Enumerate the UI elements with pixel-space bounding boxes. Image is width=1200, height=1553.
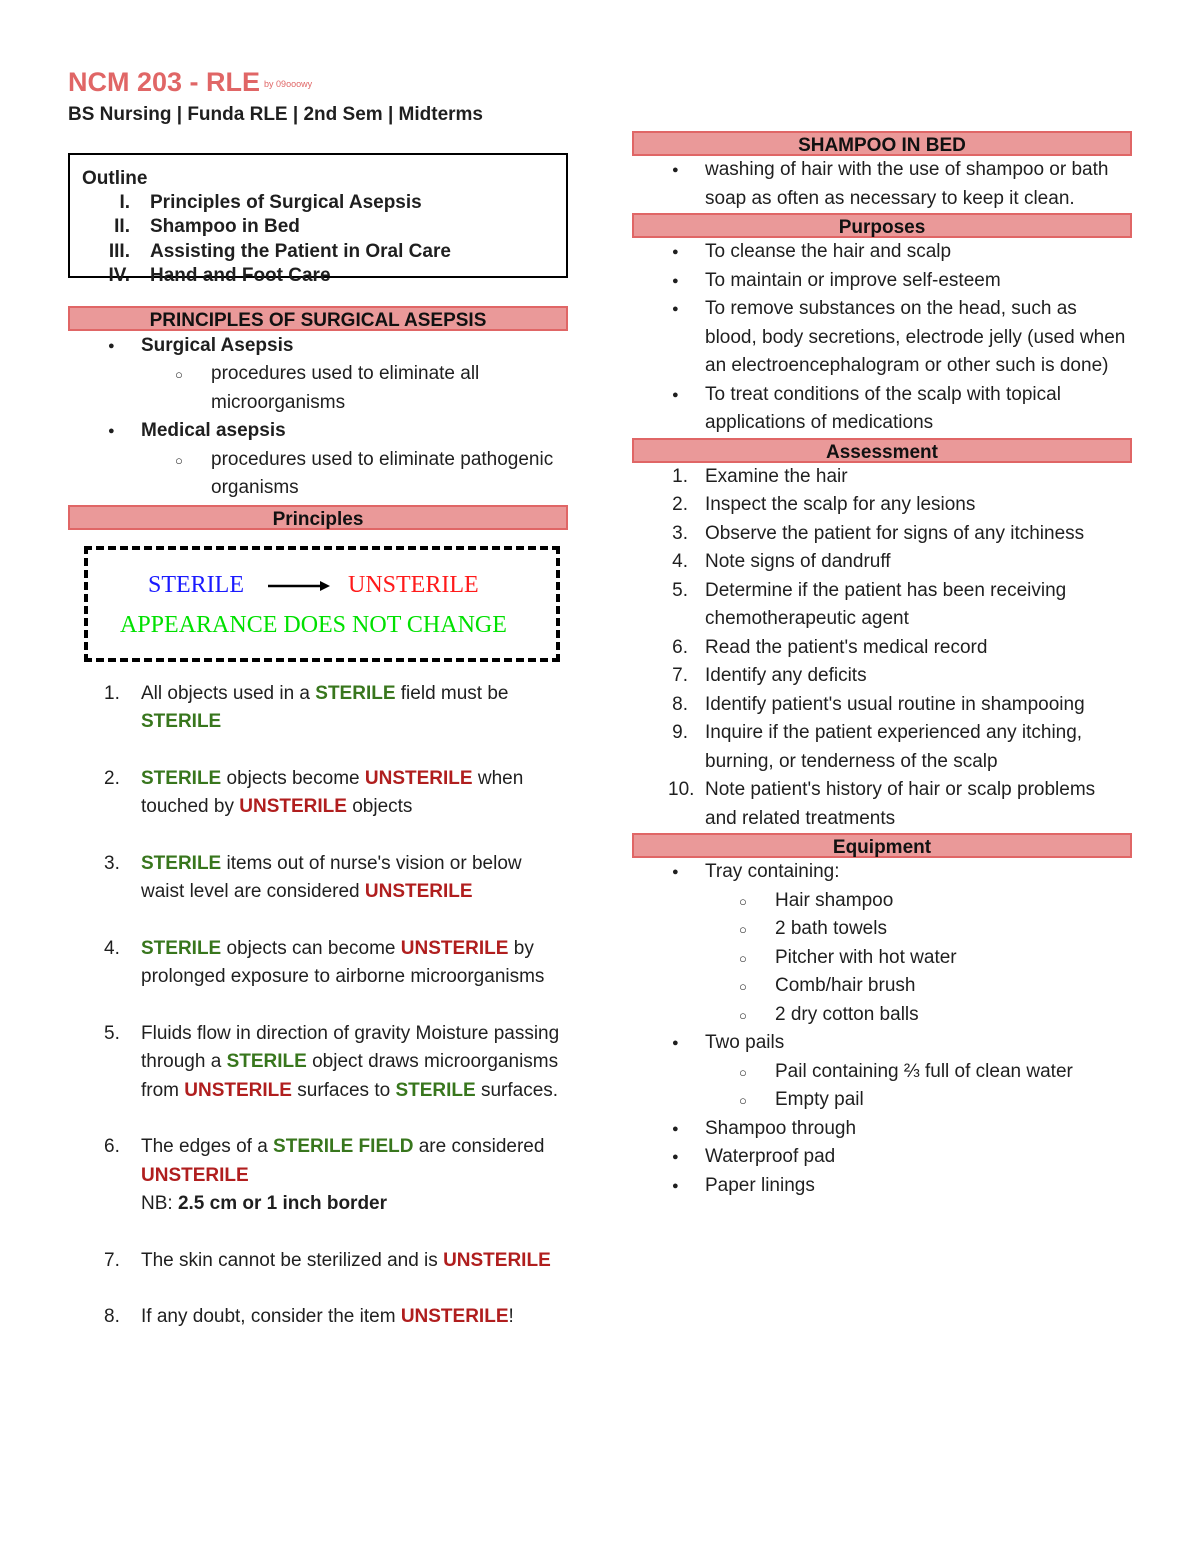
sterile-label: STERILE [148, 571, 244, 598]
list-item: 7. Identify any deficits [672, 665, 867, 686]
list-item: 8. If any doubt, consider the item UNSTERILE! [104, 1306, 514, 1328]
page-subtitle: BS Nursing | Funda RLE | 2nd Sem | Midterms [68, 103, 483, 125]
list-item: ● Medical asepsis ○ procedures used to eliminate pathogenic organisms [68, 417, 568, 503]
list-item: ● Surgical Asepsis ○ procedures used to eliminate all microorganisms [68, 332, 568, 418]
page-title: NCM 203 - RLE by 09ooowy [68, 67, 313, 97]
equipment-list [632, 858, 1132, 1200]
list-item: 2. Inspect the scalp for any lesions [672, 494, 976, 515]
right-column [632, 131, 1132, 1200]
list-item: ● washing of hair with the use of shampoo or bath soap as often as necessary to keep it clean. [632, 156, 1132, 213]
sterile-diagram [84, 546, 560, 662]
list-item: ○ 2 dry cotton balls [632, 1001, 1132, 1030]
list-item: ○ Hair shampoo [632, 887, 1132, 916]
list-item: ○ procedures used to eliminate all microorganisms [68, 360, 568, 417]
list-item: ○ procedures used to eliminate pathogenic organisms [68, 446, 568, 503]
outline-item: IV. Hand and Foot Care [108, 265, 331, 287]
appearance-caption: APPEARANCE DOES NOT CHANGE [120, 611, 507, 638]
unsterile-label: UNSTERILE [348, 571, 479, 598]
list-item: 3. Observe the patient for signs of any itchiness [672, 522, 1085, 544]
shampoo-heading: SHAMPOO IN BED [632, 131, 1132, 156]
shampoo-definition-list [632, 156, 1132, 213]
list-item: 2. STERILE objects become UNSTERILE when touched by UNSTERILE objects [104, 767, 524, 818]
list-item: ● Waterproof pad [632, 1143, 1132, 1172]
list-item: ○ Pitcher with hot water [632, 944, 1132, 973]
list-item: 3. STERILE items out of nurse's vision or below waist level are considered UNSTERILE [104, 852, 522, 903]
list-item: ○ Pail containing ⅔ full of clean water [632, 1058, 1132, 1087]
list-item: ● Tray containing: ○ Hair shampoo ○ 2 bath towels ○ Pitcher with hot water ○ Comb/hair brush ○ 2 dry cotton balls [632, 858, 1132, 1029]
list-item: 5. Determine if the patient has been receiving chemotherapeutic agent [672, 579, 1067, 629]
outline-item: III. Assisting the Patient in Oral Care [108, 240, 451, 262]
outline-item: II. Shampoo in Bed [114, 216, 300, 238]
list-item: 7. The skin cannot be sterilized and is UNSTERILE [104, 1249, 551, 1271]
outline-item: I. Principles of Surgical Asepsis [119, 191, 422, 213]
list-item: ○ 2 bath towels [632, 915, 1132, 944]
list-item: ● Paper linings [632, 1172, 1132, 1201]
list-item: 5. Fluids flow in direction of gravity Moisture passing through a STERILE object draws microorganisms from UNSTERILE surfaces to STERILE surfaces. [104, 1022, 560, 1101]
principles-heading: Principles [68, 505, 568, 530]
purposes-list [632, 238, 1132, 438]
assessment-heading: Assessment [632, 438, 1132, 463]
list-item: ● Two pails ○ Pail containing ⅔ full of clean water ○ Empty pail [632, 1029, 1132, 1115]
list-item: 1. All objects used in a STERILE field must be STERILE [104, 682, 509, 733]
outline-box [68, 153, 568, 287]
left-column [68, 66, 568, 1360]
outline-heading: Outline [82, 167, 148, 189]
list-item: ● To treat conditions of the scalp with topical applications of medications [632, 381, 1132, 438]
equipment-heading: Equipment [632, 833, 1132, 858]
list-item: ○ Comb/hair brush [632, 972, 1132, 1001]
list-item: 6. The edges of a STERILE FIELD are considered UNSTERILE NB: 2.5 cm or 1 inch border [104, 1136, 545, 1215]
outline-list [82, 191, 556, 289]
list-item: ● To remove substances on the head, such as blood, body secretions, electrode jelly (used when an electroencephalogram or other such is done) [632, 295, 1132, 381]
list-item: 9. Inquire if the patient experienced any itching, burning, or tenderness of the scalp [672, 722, 1083, 772]
list-item: 10. Note patient's history of hair or scalp problems and related treatments [668, 779, 1096, 829]
list-item: 8. Identify patient's usual routine in shampooing [672, 693, 1085, 715]
asepsis-list [68, 332, 568, 503]
list-item: ● To cleanse the hair and scalp [632, 238, 1132, 267]
purposes-heading: Purposes [632, 213, 1132, 238]
byline: by 09ooowy [264, 78, 313, 89]
list-item: 4. Note signs of dandruff [672, 551, 891, 572]
principles-list [68, 680, 568, 1332]
list-item: 1. Examine the hair [672, 465, 848, 487]
list-item: ● To maintain or improve self-esteem [632, 267, 1132, 296]
list-item: 6. Read the patient's medical record [672, 636, 988, 658]
arrow-icon [268, 579, 330, 593]
list-item: ○ Empty pail [632, 1086, 1132, 1115]
assessment-list [632, 463, 1132, 834]
list-item: 4. STERILE objects can become UNSTERILE by prolonged exposure to airborne microorganisms [104, 937, 545, 988]
list-item: ● Shampoo through [632, 1115, 1132, 1144]
asepsis-heading: PRINCIPLES OF SURGICAL ASEPSIS [68, 306, 568, 331]
